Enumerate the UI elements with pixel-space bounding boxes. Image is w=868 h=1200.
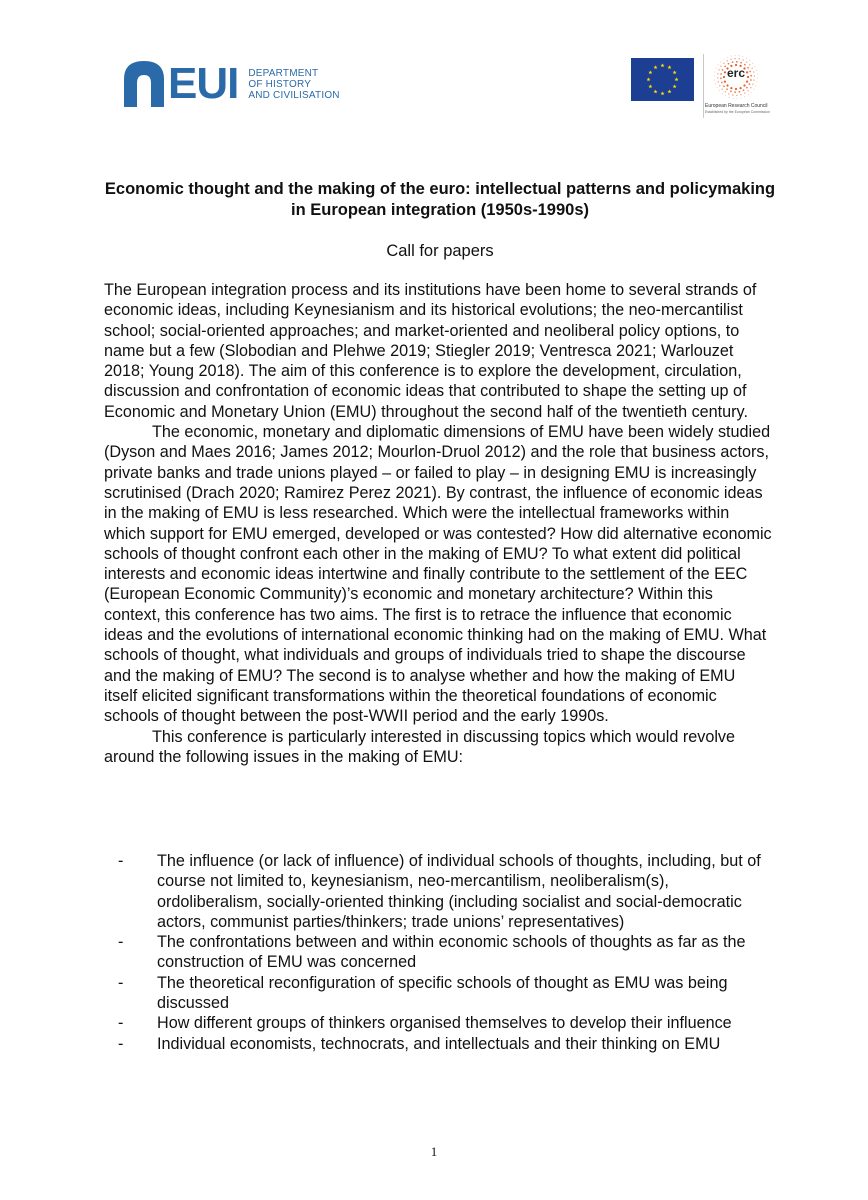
erc-dot xyxy=(748,94,749,95)
bullet-marker: - xyxy=(118,973,124,992)
issues-list xyxy=(104,851,772,1054)
erc-dot xyxy=(739,87,741,89)
erc-dot xyxy=(749,60,750,61)
paragraph: This conference is particularly interested in discussing topics which would revolve around the following issues in the making of EMU: xyxy=(104,727,736,766)
erc-dot xyxy=(755,85,756,86)
erc-dot xyxy=(740,62,742,64)
erc-dot xyxy=(746,58,747,59)
list-item-text: The confrontations between and within economic schools of thoughts as far as the construction of EMU was concerned xyxy=(157,933,746,972)
body-text xyxy=(104,280,772,767)
erc-dot xyxy=(735,88,737,90)
erc-dot xyxy=(728,93,729,94)
erc-dot xyxy=(721,88,722,89)
erc-dot xyxy=(730,90,732,92)
list-item-text: The influence (or lack of influence) of individual schools of thoughts, including, but of course not limited to, keynesianism, neo-mercantilism, neoliberalism(s), ordoliberalism, socially-oriented thinking (including socialist and social-democratic actors, communist parties/thinkers; trade unions’ representatives) xyxy=(157,852,761,931)
erc-dot xyxy=(733,98,734,99)
erc-dot xyxy=(731,55,732,56)
eui-logo xyxy=(124,60,340,108)
erc-dot xyxy=(725,91,726,92)
erc-sub-label: Established by the European Commission xyxy=(705,110,770,114)
erc-dot xyxy=(738,55,739,56)
bullet-marker: - xyxy=(118,1014,124,1033)
erc-dot xyxy=(739,91,741,93)
erc-dot xyxy=(717,87,718,88)
erc-dot xyxy=(753,89,754,90)
erc-dot xyxy=(725,95,726,96)
erc-dot xyxy=(728,63,730,65)
erc-dot xyxy=(727,57,728,58)
erc-dot xyxy=(751,92,752,93)
erc-dot xyxy=(729,97,730,98)
erc-dot xyxy=(740,94,741,95)
bullet-marker: - xyxy=(118,1034,124,1053)
eui-department-line: OF HISTORY xyxy=(248,78,312,90)
erc-logo xyxy=(705,54,770,120)
list-item xyxy=(104,973,772,1014)
logo-divider xyxy=(703,54,704,118)
erc-short-label: erc xyxy=(726,66,746,80)
erc-dot xyxy=(732,61,734,63)
eui-department-line: DEPARTMENT xyxy=(248,67,319,79)
erc-dot xyxy=(732,94,733,95)
erc-dot xyxy=(742,56,743,57)
paragraph: The economic, monetary and diplomatic dimensions of EMU have been widely studied (Dyson and Maes 2016; James 2012; Mourlon-Druol 2012) and the role that business actors, private banks and trade unions played – or failed to play – in designing EMU is increasingly scrutinised (Drach 2020; Ramirez Perez 2021). By contrast, the influence of economic ideas in the making of EMU is less researched. Which were the intellectual frameworks within which support for EMU emerged, developed or was contested? How did alternative economic schools of thought confront each other in the making of EMU? To what extent did political interests and economic ideas intertwine and finally contribute to the settlement of the EEC (European Economic Community)’s economic and monetary architecture? Within this context, this conference has two aims. The first is to retrace the influence that economic ideas and the evolutions of international economic thinking had on the making of EMU. What schools of thought, what individuals and groups of individuals tried to shape the discourse and the making of EMU? The second is to analyse whether and how the making of EMU itself elicited significant transformations within the theoretical foundations of economic schools of thought between the post-WWII period and the early 1990s. xyxy=(104,423,772,726)
eui-letters: EUI xyxy=(168,59,239,108)
document-subtitle: Call for papers xyxy=(386,242,494,260)
erc-dot xyxy=(726,88,728,90)
erc-dot xyxy=(752,83,753,84)
paragraph: The European integration process and its institutions have been home to several strands of economic ideas, including Keynesianism and its historical evolutions; the neo-mercantilist school; social-oriented approaches; and market-oriented and neoliberal policy options, to name but a few (Slobodian and Plehwe 2019; Stiegler 2019; Ventresca 2021; Warlouzet 2018; Young 2018). The aim of this conference is to explore the development, circulation, discussion and confrontation of economic ideas that contributed to shape the setting up of Economic and Monetary Union (EMU) throughout the second half of the twentieth century. xyxy=(104,281,757,421)
erc-dot xyxy=(724,80,726,82)
erc-dot xyxy=(750,87,751,88)
erc-dot xyxy=(734,58,735,59)
bullet-marker: - xyxy=(118,933,124,952)
list-item-text: The theoretical reconfiguration of specific schools of thought as EMU was being discussed xyxy=(157,973,728,1013)
erc-dot xyxy=(742,59,743,60)
erc-dot xyxy=(743,84,745,86)
eui-arch-icon xyxy=(124,61,164,107)
erc-dot xyxy=(719,85,720,86)
erc-dot xyxy=(740,98,741,99)
erc-dot xyxy=(730,59,731,60)
erc-dot xyxy=(722,93,723,94)
erc-dot xyxy=(757,81,758,82)
list-item xyxy=(104,851,772,932)
eu-flag-icon xyxy=(631,58,694,101)
erc-dot xyxy=(744,92,745,93)
erc-dot xyxy=(752,63,753,64)
erc-dot xyxy=(723,59,724,60)
erc-dot xyxy=(718,81,719,82)
erc-dot xyxy=(737,98,738,99)
erc-dot xyxy=(721,82,723,84)
erc-dot xyxy=(715,83,716,84)
list-item xyxy=(104,1034,772,1054)
erc-dot xyxy=(734,55,735,56)
erc-dot xyxy=(743,89,745,91)
bullet-marker: - xyxy=(118,852,124,870)
erc-dot xyxy=(723,62,724,63)
erc-dot xyxy=(749,83,751,85)
erc-dot xyxy=(746,61,747,62)
erc-dot xyxy=(727,60,728,61)
erc-dot xyxy=(720,61,721,62)
eui-department-label xyxy=(248,68,339,101)
erc-dot xyxy=(739,58,740,59)
erc-dot xyxy=(746,80,748,82)
erc-dot xyxy=(746,87,748,89)
erc-dot xyxy=(736,95,737,96)
eui-department-line: AND CIVILISATION xyxy=(248,89,340,101)
list-item-text: How different groups of thinkers organised themselves to develop their influence xyxy=(157,1014,732,1033)
list-item-text: Individual economists, technocrats, and intellectuals and their thinking on EMU xyxy=(157,1034,721,1053)
erc-dot xyxy=(723,85,725,87)
document-title: Economic thought and the making of the euro: intellectual patterns and policymaking in European integration (1950s-1990s) xyxy=(104,180,776,219)
erc-dot xyxy=(730,87,732,89)
erc-dot xyxy=(736,61,738,63)
erc-dot xyxy=(747,90,748,91)
erc-name-label: European Research Council xyxy=(705,103,768,109)
list-item xyxy=(104,1013,772,1033)
erc-dot xyxy=(726,84,728,86)
erc-dot xyxy=(719,90,720,91)
erc-dot xyxy=(734,91,736,93)
page-number: 1 xyxy=(430,1144,438,1159)
erc-dot xyxy=(744,96,745,97)
list-item xyxy=(104,932,772,973)
